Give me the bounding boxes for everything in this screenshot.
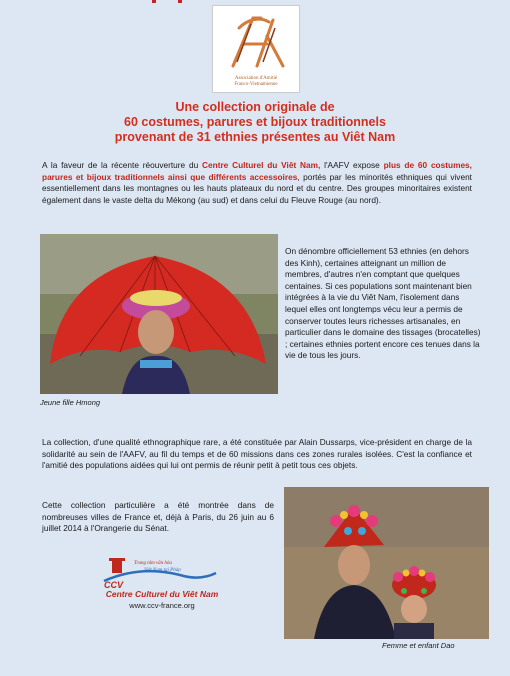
- collection-paragraph: La collection, d'une qualité ethnographique rare, a été constituée par Alain Dussarps, vice-président en charge de la solidarité au sein de l'AAFV, au fil du temps et de 60 missions dans ces zones rurales isolées. C'est la confiance et l'amitié des populations aidées qui lui ont permis de réunir petit à petit tous ces objets.: [42, 437, 472, 471]
- hmong-girl-photo: [40, 234, 278, 394]
- page-title: [60, 100, 450, 145]
- ccv-abbr: CCV: [104, 580, 124, 589]
- exhibition-paragraph: Cette collection particulière a été montrée dans de nombreuses villes de France et, déjà à Paris, du 26 juin au 6 juillet 2014 à l'Orangerie du Sénat.: [42, 500, 274, 534]
- intro-text: l'AAFV expose: [320, 160, 384, 170]
- title-line: 60 costumes, parures et bijoux traditionnels: [124, 115, 386, 129]
- intro-highlight: plus de 60 costumes, parures et bijoux traditionnels ainsi que différents accessoires: [42, 160, 472, 182]
- photo-caption: Jeune fille Hmong: [40, 398, 101, 407]
- title-line: Une collection originale de: [175, 100, 335, 114]
- ccv-emblem-icon: [100, 555, 220, 589]
- top-mark: [152, 0, 156, 3]
- ccv-tagline: Việt Nam tại Pháp: [144, 568, 181, 573]
- aafv-logo-icon: [213, 6, 299, 76]
- dao-woman-child-photo: [284, 487, 489, 639]
- intro-text: A la faveur de la récente réouverture du: [42, 160, 203, 170]
- aafv-logo: [212, 5, 300, 93]
- ccv-tagline: Trung tâm văn hóa: [134, 561, 172, 566]
- intro-highlight: Centre Culturel du Viêt Nam,: [202, 160, 321, 170]
- logo-line: Association d'Amitié: [234, 76, 278, 81]
- top-mark: [178, 0, 182, 3]
- ethnies-paragraph: On dénombre officiellement 53 ethnies (en dehors des Kinh), certaines atteignant un million de membres, d'autres n'en comptant que quelques centaines. Si ces populations sont maintenant bien intégrées à la vie du Viêt Nam, l'isolement dans lequel elles ont longtemps vécu leur a permis de conserver toutes leurs richesses artisanales, en particulier dans le domaine des tissages (brocatelles) ; certaines ethnies portent encore ces tenues dans la vie de tous les jours.: [285, 246, 481, 361]
- intro-text: , portés par les minorités ethniques qui vivent essentiellement dans les montagnes ou les hauts plateaux du nord et du centre. Des groupes minoritaires existent également dans le vaste delta du Mékong (au sud) et dans celui du Fleuve Rouge (au nord).: [42, 171, 472, 205]
- intro-paragraph: [42, 160, 472, 206]
- ccv-url-link[interactable]: www.ccv-france.org: [129, 601, 195, 610]
- photo-caption: Femme et enfant Dao: [382, 641, 455, 650]
- logo-line: Franco-Vietnamienne: [234, 82, 278, 87]
- ccv-name: Centre Culturel du Viêt Nam: [105, 589, 219, 599]
- title-line: provenant de 31 ethnies présentes au Viêt Nam: [114, 130, 396, 144]
